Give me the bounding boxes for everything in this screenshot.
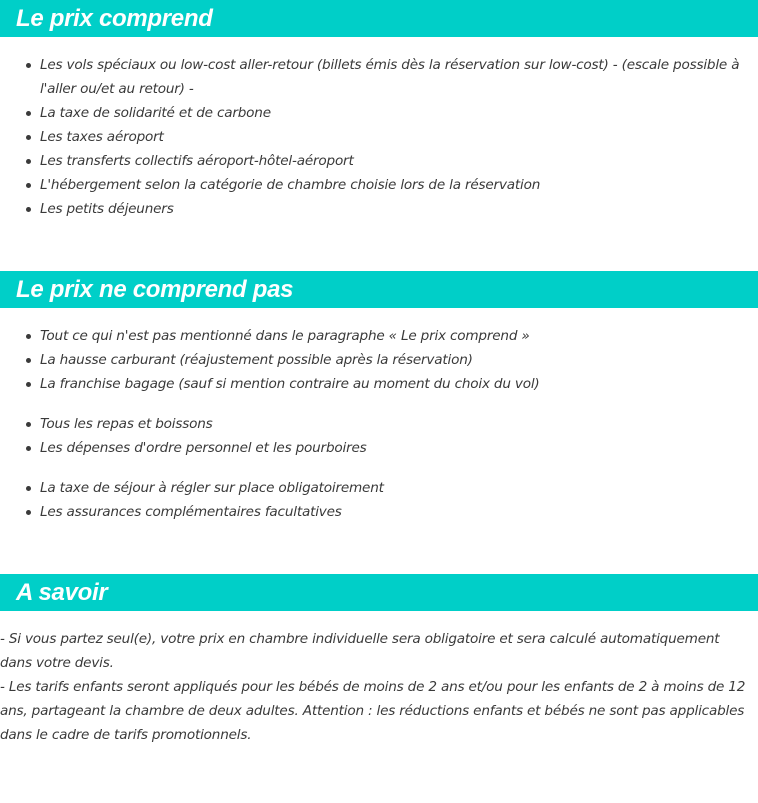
not-included-list — [0, 324, 745, 524]
list-item: La hausse carburant (réajustement possible après la réservation) — [0, 348, 745, 372]
section-title-good-to-know: A savoir — [0, 574, 758, 611]
list-item: La franchise bagage (sauf si mention contraire au moment du choix du vol) — [0, 372, 745, 396]
section-title-not-included: Le prix ne comprend pas — [0, 271, 758, 308]
list-item: Les vols spéciaux ou low-cost aller-retour (billets émis dès la réservation sur low-cost) - (escale possible à l'aller ou/et au retour) - — [0, 53, 745, 101]
list-item: Tout ce qui n'est pas mentionné dans le paragraphe « Le prix comprend » — [0, 324, 745, 348]
list-item: L'hébergement selon la catégorie de chambre choisie lors de la réservation — [0, 173, 745, 197]
list-item: Les taxes aéroport — [0, 125, 745, 149]
list-item: La taxe de séjour à régler sur place obligatoirement — [0, 476, 745, 500]
section-title-included: Le prix comprend — [0, 0, 758, 37]
list-item: Les dépenses d'ordre personnel et les pourboires — [0, 436, 745, 460]
list-item: La taxe de solidarité et de carbone — [0, 101, 745, 125]
note-paragraph: - Les tarifs enfants seront appliqués pour les bébés de moins de 2 ans et/ou pour les enfants de 2 à moins de 12 ans, partageant la chambre de deux adultes. Attention : les réductions enfants et bébés ne sont pas applicables dans le cadre de tarifs promotionnels. — [0, 679, 746, 743]
included-list — [0, 53, 745, 221]
note-paragraph: - Si vous partez seul(e), votre prix en chambre individuelle sera obligatoire et sera calculé automatiquement dans votre devis. — [0, 631, 720, 671]
good-to-know-notes — [0, 627, 752, 747]
list-item: Tous les repas et boissons — [0, 412, 745, 436]
list-item: Les transferts collectifs aéroport-hôtel-aéroport — [0, 149, 745, 173]
list-item: Les petits déjeuners — [0, 197, 745, 221]
list-item: Les assurances complémentaires facultatives — [0, 500, 745, 524]
